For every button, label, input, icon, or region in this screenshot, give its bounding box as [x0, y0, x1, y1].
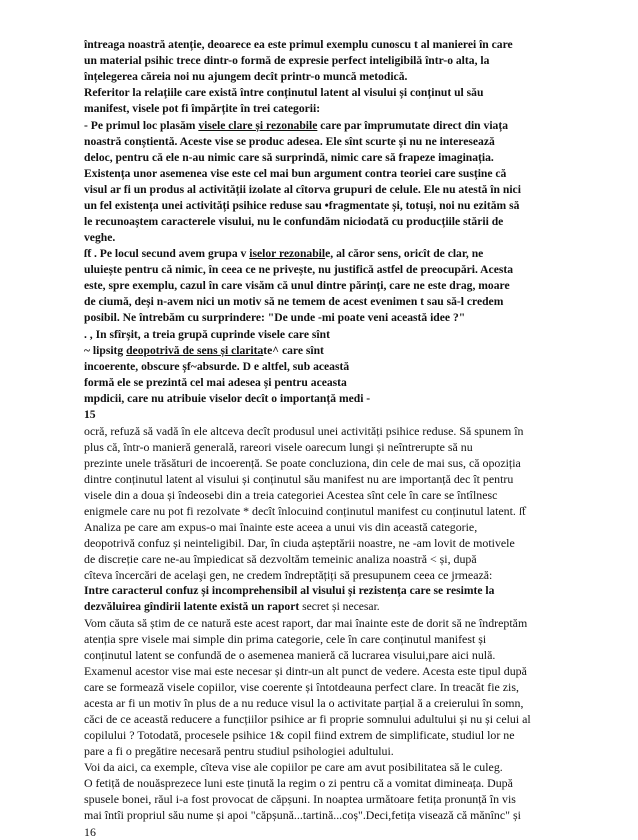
underlined-phrase: iselor rezonabil — [249, 247, 326, 260]
text-line: pare a fi o pregătire necesară pentru studiul psihologiei adultului. — [84, 744, 394, 758]
text-line: - Pe primul loc plasăm visele clare și rezonabile care par împrumutate direct din viața — [84, 119, 508, 132]
text-line: spusele bonei, răul i-a fost provocat de căpșuni. In noaptea următoare fetița pronunță în vis — [84, 792, 516, 806]
text-line: Intre caracterul confuz și incomprehensibil al visului și rezistența care se resimte la — [84, 584, 495, 597]
regular-text: secret și necesar. — [302, 600, 380, 613]
text-line: enigmele care nu pot fi rezolvate * decît înlocuind conținutul manifest cu conținutul latent. ſƭ — [84, 504, 526, 518]
text-line: ocră, refuză să vadă în ele altceva decît produsul unei activități psihice reduse. Să spunem în — [84, 424, 524, 438]
text-line: noastră conștientă. Aceste vise se produc adesea. Ele sînt scurte și nu ne interesează — [84, 135, 495, 148]
text-line: de discreție care ne-au împiedicat să dezvoltăm temeinic analiza noastră < și, după — [84, 552, 477, 566]
text-line: veghe. — [84, 231, 116, 244]
text-line: căci de ce această reducere a funcțiilor psihice ar fi proprie somnului adultului și nu și celui al — [84, 712, 531, 726]
text-line: visele din a doua și îndeosebi din a treia categoriei Acestea sînt cele în care se întîlnesc — [84, 488, 498, 502]
text-line: Vom căuta să știm de ce natură este acest raport, dar mai înainte este de dorit să ne îndreptăm — [84, 616, 528, 630]
text-line: visul ar fi un produs al activității izolate al cîtorva grupuri de celule. Ele nu atestă în nici — [84, 183, 521, 196]
text-line: 15 — [84, 408, 96, 421]
text-line: mpdicii, care nu atribuie viselor decît o importanță medi - — [84, 392, 371, 405]
text-line: copilului ? Totodată, procesele psihice 1& copil fiind extrem de simplificate, studiul lor ne — [84, 728, 515, 742]
text-line: Analiza pe care am expus-o mai înainte este aceea a unui vis din această categorie, — [84, 520, 478, 534]
text-line: acesta ar fi un motiv în plus de a nu reduce visul la o activitate parțial ă a creierului în somn, — [84, 696, 524, 710]
text-line: le recunoaștem caracterele visului, nu le confundăm niciodată cu producțiile stării de — [84, 215, 504, 228]
text-line: manifest, visele pot fi împărțite în trei categorii: — [84, 102, 321, 115]
text-line: un fel existența unei activități psihice reduse sau •fragmentate și, totuși, noi nu ezităm să — [84, 199, 520, 212]
text-line: care se formează visele copiilor, vise coerente și întotdeauna perfect clare. In treacăt fie zis, — [84, 680, 519, 694]
text-line: dintre conținutul latent al visului și conținutul său manifest nu are importanță dec ît pentru — [84, 472, 514, 486]
text-line: un material psihic trece dintr-o formă de expresie perfect inteligibilă într-o alta, la — [84, 54, 490, 67]
text-line: cîteva încercări de acelaşi gen, ne credem îndreptățiți să presupunem ceea ce jrmează: — [84, 568, 493, 582]
underlined-phrase: visele clare și rezonabile — [198, 119, 318, 132]
text-line: dezvăluirea gîndirii latente există un raport secret și necesar. — [84, 600, 380, 613]
text-line: posibil. Ne întrebăm cu surprindere: "De unde -mi poate veni această idee ?" — [84, 311, 466, 324]
text-line: întreaga noastră atenție, deoarece ea este primul exemplu cunoscu t al manierei în care — [84, 38, 513, 51]
text-line: ſƭ . Pe locul secund avem grupa v iselor rezonabile, al căror sens, oricît de clar, ne — [84, 247, 484, 260]
text-line: mai întîi propriul său nume și apoi "căpșună...tartină...coș".Deci,fetița visează că mănînc" și — [84, 808, 521, 822]
text-line: Voi da aici, ca exemple, cîteva vise ale copiilor pe care am avut posibilitatea să le culeg. — [84, 760, 503, 774]
text-line: prezinte unele trăsături de incoerență. Se poate concluziona, din cele de mai sus, că opoziția — [84, 456, 521, 470]
text-line: deopotrivă confuz și neinteligibil. Dar, în ciuda așteptării noastre, ne -am lovit de motivele — [84, 536, 515, 550]
text-line: formă ele se prezintă cel mai adesea și pentru aceasta — [84, 376, 347, 389]
text-line: plus că, într-o manieră generală, rareori visele oarecum lungi și neîntrerupte să nu — [84, 440, 473, 454]
text-line: de ciumă, deși n-avem nici un motiv să ne temem de acest evenimen t sau să-l credem — [84, 295, 504, 308]
text-line: incoerente, obscure șf~absurde. D e altfel, sub această — [84, 360, 350, 373]
text-line: este, spre exemplu, cazul în care visăm că unul dintre părinți, care ne este drag, moare — [84, 279, 510, 292]
text-line: deloc, pentru că ele n-au nimic care să surprindă, nimic care să frapeze imaginația. — [84, 151, 494, 164]
underlined-phrase: deopotrivă de sens și clarita — [126, 344, 264, 357]
text-line: uluiește pentru că nimic, în ceea ce ne privește, nu justifică astfel de preocupări. Acesta — [84, 263, 514, 276]
text-line: 16 — [84, 825, 96, 839]
text-line: Existența unor asemenea vise este cel mai bun argument contra teoriei care susține că — [84, 167, 507, 180]
text-line: Referitor la relațiile care există între conținutul latent al visului și conținut ul său — [84, 86, 484, 99]
text-line: înțelegerea căreia noi nu ajungem decît printr-o muncă metodică. — [84, 70, 408, 83]
text-line: O fetiță de nouăsprezece luni este ținută la regim o zi pentru că a vomitat dimineața. După — [84, 776, 513, 790]
text-line: atenția spre visele mai simple din prima categorie, cele în care conținutul manifest și — [84, 632, 487, 646]
text-line: . , In sfîrșit, a treia grupă cuprinde visele care sînt — [84, 328, 330, 341]
text-line: conținutul latent se confundă de o asemenea manieră că lucrarea visului,pare aici nulă. — [84, 648, 496, 662]
text-line: ~ lipsitg deopotrivă de sens și claritate^ care sînt — [84, 344, 324, 357]
text-line: Examenul acestor vise mai este necesar și dintr-un alt punct de vedere. Acesta este tipul după — [84, 664, 527, 678]
